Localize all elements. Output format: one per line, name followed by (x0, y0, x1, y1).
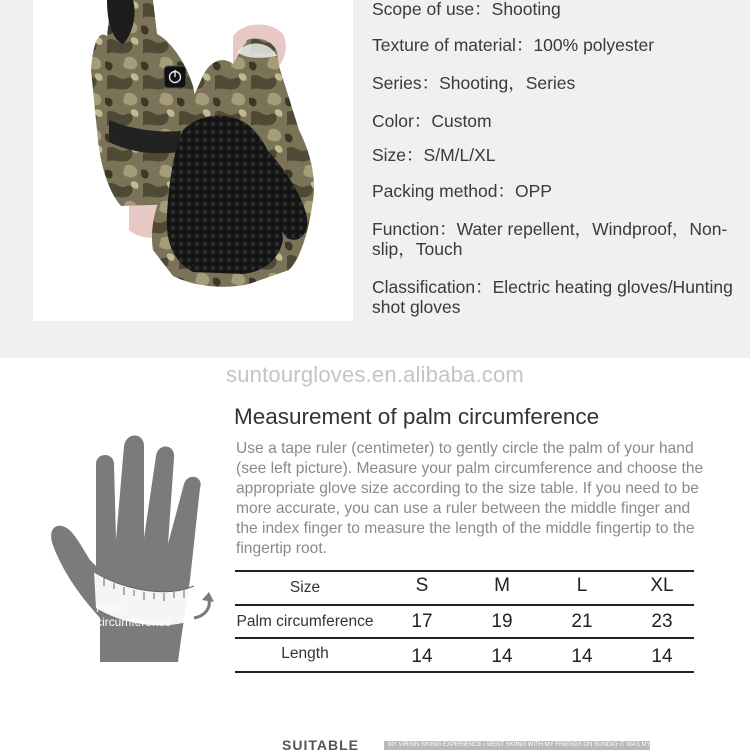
suitable-banner: MY VIRGIN SKIING EXPERIENCE I WENT SKIING WITH MY FRIENDS ON SUNDAY.IT WAS MY VERY FIRST TIME (384, 741, 650, 750)
table-cell: 14 (491, 646, 513, 667)
table-cell: 14 (411, 646, 433, 667)
spec-color: Color：Custom (372, 111, 492, 131)
table-row-label: Length (281, 645, 329, 662)
table-cell: 21 (571, 611, 593, 632)
table-rule-top (235, 570, 694, 572)
gloves-on-mannequin-image (33, 0, 353, 321)
table-cell: 23 (651, 611, 673, 632)
curved-arrow-icon (194, 592, 214, 618)
product-photo (33, 0, 353, 321)
spec-classification: Classification：Electric heating gloves/Hunting shot gloves (372, 277, 733, 317)
table-rule-bottom (235, 671, 694, 673)
table-cell: 14 (651, 646, 673, 667)
table-cell: 17 (411, 611, 433, 632)
spec-scope: Scope of use：Shooting (372, 0, 561, 19)
table-cell: 14 (571, 646, 593, 667)
hand-label-circumference: circumference (96, 615, 172, 629)
spec-function: Function：Water repellent，Windproof，Non-slip，Touch (372, 219, 728, 259)
table-rule-2 (235, 637, 694, 639)
spec-packing: Packing method：OPP (372, 181, 552, 201)
table-header-s: S (415, 575, 429, 596)
table-header-xl: XL (650, 575, 674, 596)
suitable-heading: SUITABLE (282, 737, 359, 753)
hand-label-palm: Palm (96, 601, 124, 615)
table-rule-1 (235, 604, 694, 606)
spec-material: Texture of material：100% polyester (372, 35, 655, 55)
measurement-description: Use a tape ruler (centimeter) to gently circle the palm of your hand (see left picture). Measure your palm circumference and choose the appropriate glove size according to the size table. If you need to be more accurate, you can use a ruler between the middle finger and the index finger to measure the length of the middle fingertip to the fingertip root. (236, 440, 704, 557)
spec-size: Size：S/M/L/XL (372, 145, 496, 165)
table-header-m: M (494, 575, 510, 596)
hand-measurement-illustration (44, 430, 224, 670)
table-header-l: L (576, 575, 588, 596)
hand-icon (44, 430, 224, 670)
measurement-title: Measurement of palm circumference (234, 404, 600, 429)
table-row-label: Palm circumference (236, 613, 374, 630)
spec-series: Series：Shooting，Series (372, 73, 576, 93)
table-header-size: Size (289, 579, 321, 596)
store-watermark: suntourgloves.en.alibaba.com (226, 362, 524, 387)
table-cell: 19 (491, 611, 513, 632)
